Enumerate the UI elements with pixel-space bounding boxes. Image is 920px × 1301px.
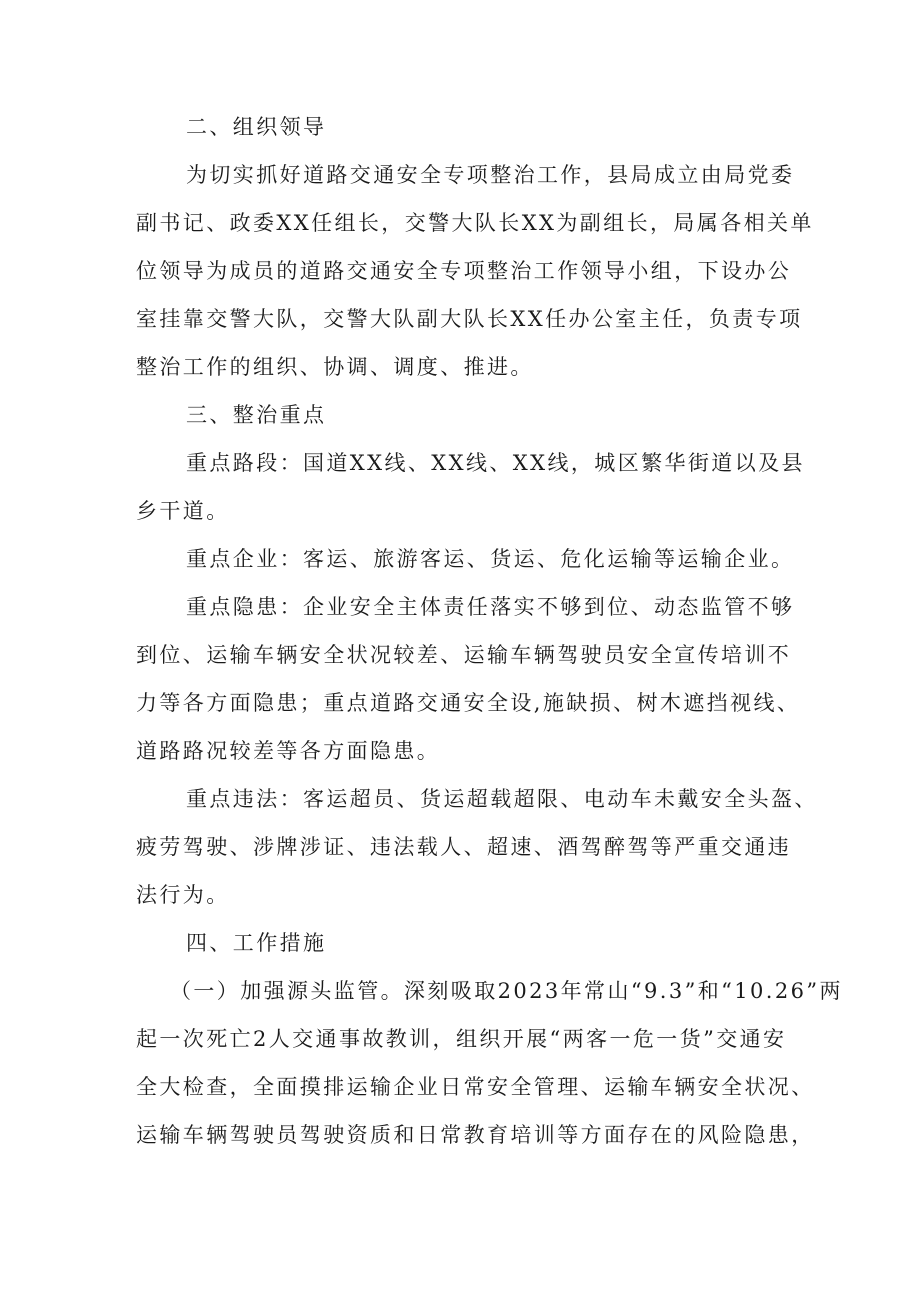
text-line: 法行为。 — [136, 883, 230, 907]
text-line: 重点企业：客运、旅游客运、货运、危化运输等运输企业。 — [186, 547, 795, 571]
text-line: 室挂靠交警大队，交警大队副大队长XX任办公室主任，负责专项 — [136, 307, 803, 331]
text-line: 乡干道。 — [136, 499, 230, 523]
text-line: 力等各方面隐患；重点道路交通安全设,施缺损、树木遮挡视线、 — [136, 691, 801, 715]
text-line: 起一次死亡2人交通事故教训，组织开展“两客一危一货”交通安 — [136, 1027, 787, 1051]
text-line: 全大检查，全面摸排运输企业日常安全管理、运输车辆安全状况、 — [136, 1075, 815, 1099]
section-heading-organization: 二、组织领导 — [186, 115, 327, 139]
document-body — [136, 103, 843, 1159]
text-line: 重点违法：客运超员、货运超载超限、电动车未戴安全头盔、 — [186, 787, 818, 811]
paragraph-key-enterprises — [136, 535, 800, 583]
text-line: 副书记、政委XX任组长，交警大队长XX为副组长，局属各相关单 — [136, 211, 814, 235]
paragraph-organization — [136, 151, 814, 391]
text-line: （一）加强源头监管。深刻吸取2023年常山“9.3”和“10.26”两 — [170, 979, 843, 1003]
text-line: 运输车辆驾驶员驾驶资质和日常教育培训等方面存在的风险隐患， — [136, 1123, 815, 1147]
paragraph-key-roads — [136, 439, 805, 535]
paragraph-key-violations — [136, 775, 818, 919]
section-heading-measures: 四、工作措施 — [186, 931, 327, 955]
text-line: 为切实抓好道路交通安全专项整治工作，县局成立由局党委 — [186, 163, 795, 187]
text-line: 重点路段：国道XX线、XX线、XX线，城区繁华街道以及县 — [186, 451, 805, 475]
text-line: 位领导为成员的道路交通安全专项整治工作领导小组，下设办公 — [136, 259, 792, 283]
text-line: 道路路况较差等各方面隐患。 — [136, 739, 441, 763]
text-line: 重点隐患：企业安全主体责任落实不够到位、动态监管不够 — [186, 595, 795, 619]
text-line: 疲劳驾驶、涉牌涉证、违法载人、超速、酒驾醉驾等严重交通违 — [136, 835, 792, 859]
paragraph-key-hazards — [136, 583, 800, 775]
text-line: 整治工作的组织、协调、调度、推进。 — [136, 355, 534, 379]
text-line: 到位、运输车辆安全状况较差、运输车辆驾驶员安全宣传培训不 — [136, 643, 792, 667]
section-heading-focus: 三、整治重点 — [186, 403, 327, 427]
paragraph-source-supervision — [136, 967, 843, 1159]
